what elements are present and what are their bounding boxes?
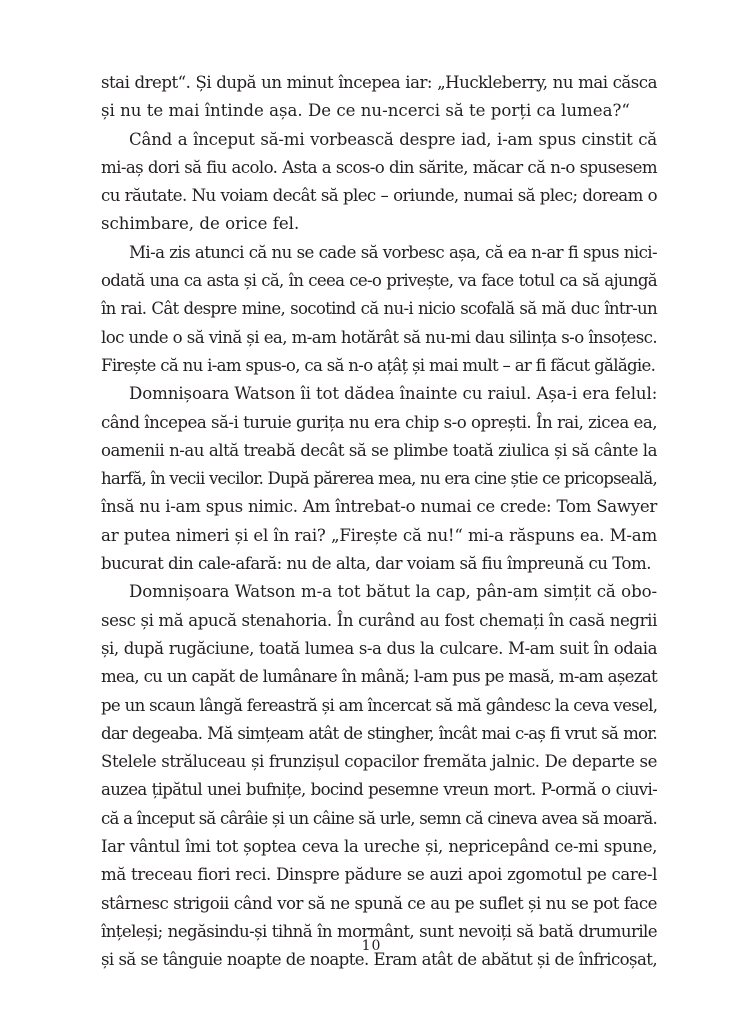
text-line: bucurat din cale-afară: nu de alta, dar voiam să fiu împreună cu Tom. [101,554,652,574]
text-line: mi-aș dori să fiu acolo. Asta a scos-o din sărite, măcar că n-o spusesem [101,157,657,177]
text-line: când începea să-i turuie gurița nu era chip s-o oprești. În rai, zicea ea, [101,412,657,432]
text-line: loc unde o să vină și ea, m-am hotărât să nu-mi dau silința s-o însoțesc. [101,327,657,347]
text-line: oamenii n-au altă treabă decât să se plimbe toată ziulica și să cânte la [101,440,657,460]
text-line: mă treceau fiori reci. Dinspre pădure se auzi apoi zgomotul pe care-l [101,865,657,885]
text-line: și nu te mai întinde așa. De ce nu-ncerci să te porți ca lumea?“ [101,101,630,121]
text-line: schimbare, de orice fel. [101,214,300,234]
body-text [101,69,657,975]
text-line: sesc și mă apucă stenahoria. În curând au fost chemați în casă negrii [101,610,657,630]
text-line: auzea țipătul unei bufnițe, bocind pesemne vreun mort. P-ormă o ciuvi- [101,780,657,800]
text-line: Domnișoara Watson îi tot dădea înainte cu raiul. Așa-i era felul: [129,384,658,404]
text-line: harfă, în vecii vecilor. După părerea mea, nu era cine știe ce pricopseală, [101,469,657,489]
text-line: stai drept“. Și după un minut începea iar: „Huckleberry, nu mai căsca [101,73,657,92]
text-line: și, după rugăciune, toată lumea s-a dus la culcare. M-am suit în odaia [101,638,657,658]
text-line: cu răutate. Nu voiam decât să plec – oriunde, numai să plec; doream o [101,186,657,206]
text-line: însă nu i-am spus nimic. Am întrebat-o numai ce crede: Tom Sawyer [101,497,657,517]
text-line: Stelele străluceau și frunzișul copacilor fremăta jalnic. De departe se [101,752,657,772]
text-line: înțeleși; negăsindu-și tihnă în mormânt, sunt nevoiți să bată drumurile [101,921,657,941]
text-line: Firește că nu i-am spus-o, ca să n-o ațâț și mai mult – ar fi făcut gălăgie. [101,355,656,375]
text-line: mea, cu un capăt de lumânare în mână; l-am pus pe masă, m-am așezat [101,667,657,687]
text-line: că a început să cârâie și un câine să urle, semn că cineva avea să moară. [101,808,657,828]
text-line: Mi-a zis atunci că nu se cade să vorbesc așa, că ea n-ar fi spus nici- [129,242,657,262]
text-line: dar degeaba. Mă simțeam atât de stingher, încât mai c-aș fi vrut să mor. [101,723,657,743]
text-line: ar putea nimeri și el în rai? „Firește că nu!“ mi-a răspuns ea. M-am [101,525,657,545]
text-line: Iar vântul îmi tot șoptea ceva la ureche și, nepricepând ce-mi spune, [101,837,657,857]
text-line: și să se tânguie noapte de noapte. Eram atât de abătut și de înfricoșat, [101,950,657,970]
text-line: stârnesc strigoii când vor să ne spună ce au pe suflet și nu se pot face [101,893,657,913]
text-line: pe un scaun lângă fereastră și am încercat să mă gândesc la ceva vesel, [101,695,658,715]
text-line: odată una ca asta și că, în ceea ce-o privește, va face totul ca să ajungă [101,271,657,291]
text-line: în rai. Cât despre mine, socotind că nu-i nicio scofală să mă duc într-un [101,299,657,319]
text-line: Domnișoara Watson m-a tot bătut la cap, pân-am simțit că obo- [129,582,657,602]
text-line: Când a început să-mi vorbească despre iad, i-am spus cinstit că [129,129,657,149]
page-number: 10 [361,938,382,954]
